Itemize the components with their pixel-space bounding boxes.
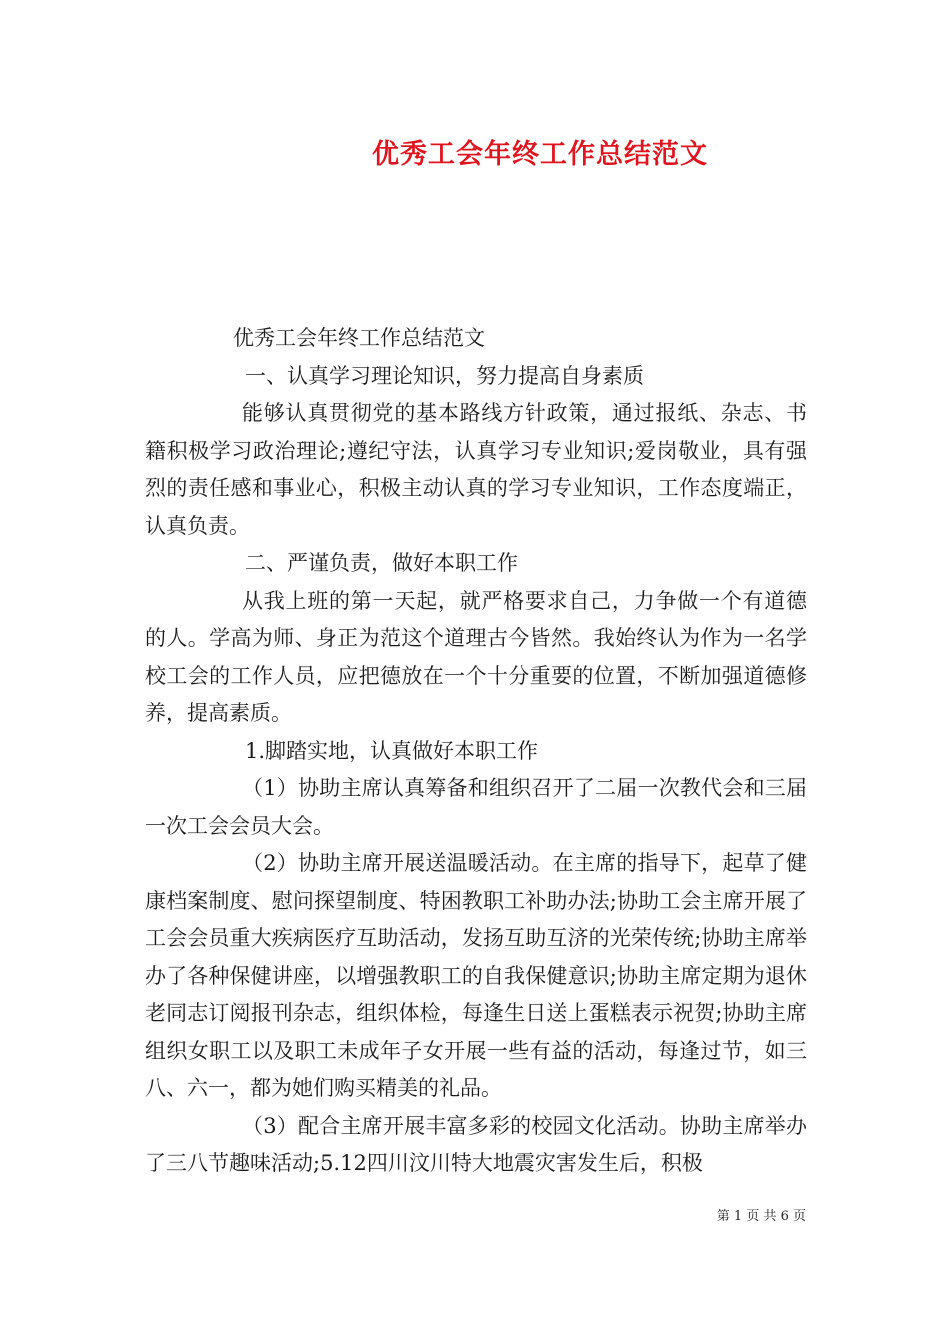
section1-heading: 一、认真学习理论知识，努力提高自身素质 [245,363,644,388]
section1-paragraph: 能够认真贯彻党的基本路线方针政策，通过报纸、杂志、书籍积极学习政治理论;遵纪守法，认真学习专业知识;爱岗敬业，具有强烈的责任感和事业心，积极主动认真的学习专业知识，工作态度端正，认真负责。 [145,401,807,538]
list-item-2: （2）协助主席开展送温暖活动。在主席的指导下，起草了健康档案制度、慰问探望制度、特困教职工补助办法;协助工会主席开展了工会会员重大疾病医疗互助活动，发扬互助互济的光荣传统;协助主席举办了各种保健讲座，以增强教职工的自我保健意识;协助主席定期为退休老同志订阅报刊杂志，组织体检，每逢生日送上蛋糕表示祝贺;协助主席组织女职工以及职工未成年子女开展一些有益的活动，每逢过节，如三八、六一，都为她们购买精美的礼品。 [145,851,807,1100]
page-number: 第 1 页 共 6 页 [716,1209,806,1224]
subsection1-heading: 1.脚踏实地，认真做好本职工作 [245,738,539,763]
document-title: 优秀工会年终工作总结范文 [372,139,708,170]
list-item-3: （3）配合主席开展丰富多彩的校园文化活动。协助主席举办了三八节趣味活动;5.12四川汶川特大地震灾害发生后，积极 [145,1113,807,1175]
doc-heading: 优秀工会年终工作总结范文 [233,326,485,350]
section2-heading: 二、严谨负责，做好本职工作 [245,551,518,575]
document-body [145,320,807,1183]
list-item-1: （1）协助主席认真筹备和组织召开了二届一次教代会和三届一次工会会员大会。 [145,776,807,838]
section2-paragraph: 从我上班的第一天起，就严格要求自己，力争做一个有道德的人。学高为师、身正为范这个道理古今皆然。我始终认为作为一名学校工会的工作人员，应把德放在一个十分重要的位置，不断加强道德修养，提高素质。 [145,588,807,725]
